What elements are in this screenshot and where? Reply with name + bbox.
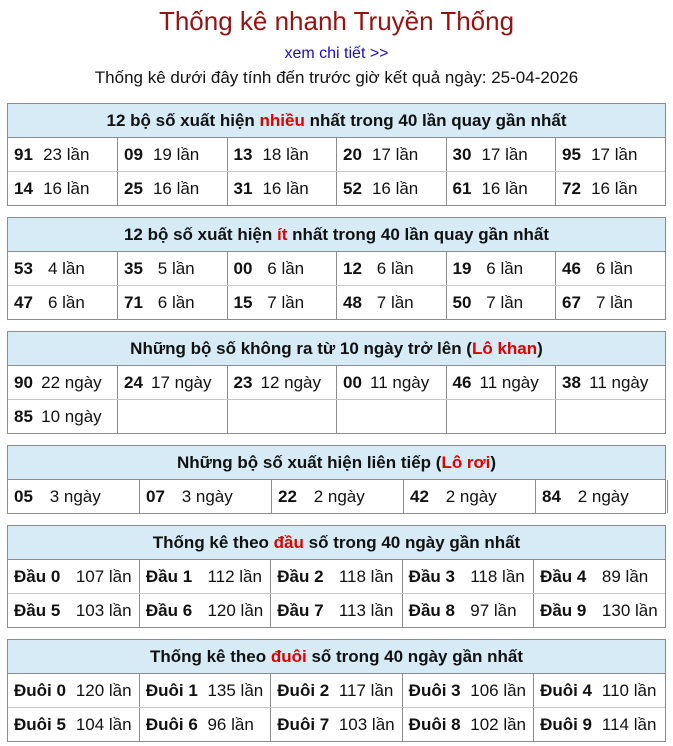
stat-cell — [446, 286, 556, 320]
title-highlight: đầu — [273, 533, 304, 552]
stat-key: Đuôi 8 — [408, 714, 461, 734]
stat-key: Đuôi 3 — [408, 680, 461, 700]
stat-value: 10 ngày — [41, 406, 102, 426]
stat-key: 67 — [562, 292, 581, 312]
stat-cell — [118, 252, 228, 286]
stat-cell — [446, 366, 556, 400]
stat-key: 15 — [233, 292, 253, 312]
stat-key: 22 — [278, 486, 297, 506]
stats-table — [8, 480, 673, 513]
stat-cell — [402, 560, 533, 594]
stat-cell — [8, 138, 118, 172]
stat-value: 118 lần — [470, 566, 525, 586]
stat-key: 61 — [452, 178, 472, 198]
table-row — [8, 480, 673, 513]
stat-cell — [118, 172, 228, 206]
stat-value: 4 lần — [47, 258, 85, 278]
stat-value: 120 lần — [75, 680, 132, 700]
stat-cell — [140, 480, 272, 513]
table-row — [8, 138, 665, 172]
stat-value: 118 lần — [338, 566, 394, 586]
stat-key: 72 — [562, 178, 581, 198]
stat-value: 16 lần — [262, 178, 309, 198]
stat-key: Đầu 1 — [145, 566, 193, 586]
stat-key: 84 — [542, 486, 561, 506]
stat-cell — [337, 172, 447, 206]
stat-value: 16 lần — [43, 178, 90, 198]
stat-value: 16 lần — [152, 178, 200, 198]
title-text: ) — [537, 339, 543, 358]
stat-cell — [8, 252, 118, 286]
stat-value: 17 lần — [591, 144, 638, 164]
stat-value: 6 lần — [267, 258, 305, 278]
stat-key: 13 — [233, 144, 253, 164]
stat-cell — [337, 366, 447, 400]
stat-cell — [118, 366, 228, 400]
stat-value: 110 lần — [601, 680, 657, 700]
stat-cell — [536, 480, 668, 513]
table-row — [8, 708, 665, 742]
title-highlight: Lô rơi — [441, 453, 491, 472]
stat-value: 11 ngày — [370, 372, 430, 392]
stat-cell — [8, 674, 139, 708]
stat-key: 00 — [343, 372, 362, 392]
stat-key: 05 — [14, 486, 33, 506]
stat-value: 114 lần — [601, 714, 657, 734]
stat-key: 52 — [343, 178, 362, 198]
stat-cell — [139, 708, 270, 742]
stat-key: Đầu 6 — [145, 600, 193, 620]
stat-cell — [337, 400, 447, 434]
stat-key: Đuôi 1 — [145, 680, 198, 700]
stat-key: 14 — [14, 178, 33, 198]
stat-key: 09 — [124, 144, 143, 164]
table-row — [8, 594, 665, 628]
title-text: số trong 40 ngày gần nhất — [306, 647, 524, 666]
table-row — [8, 252, 665, 286]
stats-table — [8, 252, 665, 319]
stat-value: 7 lần — [595, 292, 633, 312]
stat-cell — [118, 138, 228, 172]
title-text: 12 bộ số xuất hiện — [106, 111, 260, 130]
stat-cell — [8, 480, 140, 513]
table-row — [8, 366, 665, 400]
stat-key: 24 — [124, 372, 143, 392]
stat-value: 102 lần — [470, 714, 527, 734]
stat-value: 7 lần — [376, 292, 414, 312]
title-text: số trong 40 ngày gần nhất — [303, 533, 521, 552]
stat-value: 23 lần — [43, 144, 90, 164]
stat-cell — [556, 252, 666, 286]
stat-cell — [227, 252, 337, 286]
table-row — [8, 172, 665, 206]
stat-key: 95 — [562, 144, 581, 164]
stat-cell — [402, 594, 533, 628]
section-title — [8, 640, 665, 674]
stat-key: 48 — [343, 292, 362, 312]
stat-cell — [8, 594, 139, 628]
stat-key: 23 — [233, 372, 253, 392]
stat-cell — [337, 252, 447, 286]
stat-cell — [8, 560, 139, 594]
stat-cell — [8, 708, 139, 742]
stat-cell — [227, 400, 337, 434]
stat-cell — [227, 138, 337, 172]
table-row — [8, 286, 665, 320]
title-text: Những bộ số xuất hiện liên tiếp ( — [176, 453, 442, 472]
title-text: Những bộ số không ra từ 10 ngày trở lên ( — [130, 339, 472, 358]
stat-key: Đầu 3 — [408, 566, 455, 586]
stat-cell — [8, 286, 118, 320]
stat-cell — [118, 286, 228, 320]
stat-cell — [139, 674, 270, 708]
page-header — [0, 0, 673, 88]
lo-roi-section — [7, 445, 666, 514]
stat-value: 3 ngày — [49, 486, 101, 506]
table-row — [8, 560, 665, 594]
stat-value: 19 lần — [152, 144, 200, 164]
stat-key: Đuôi 4 — [540, 680, 593, 700]
stat-key: Đuôi 9 — [540, 714, 593, 734]
stat-key: 25 — [124, 178, 143, 198]
stat-value: 2 ngày — [313, 486, 365, 506]
stat-key: 20 — [343, 144, 362, 164]
title-highlight: đuôi — [270, 647, 307, 666]
title-text: Thống kê theo — [152, 533, 274, 552]
stat-value: 120 lần — [207, 600, 264, 620]
stat-key: 91 — [14, 144, 33, 164]
stat-key: Đuôi 7 — [277, 714, 330, 734]
stat-key: Đầu 7 — [277, 600, 324, 620]
stat-value: 130 lần — [601, 600, 658, 620]
stat-cell — [337, 138, 447, 172]
stat-value: 11 ngày — [589, 372, 649, 392]
table-row — [8, 400, 665, 434]
stat-cell — [271, 560, 402, 594]
stat-cell — [227, 366, 337, 400]
stat-cell — [556, 400, 666, 434]
stat-value: 22 ngày — [41, 372, 102, 392]
stat-cell — [227, 172, 337, 206]
stat-value: 6 lần — [595, 258, 633, 278]
lo-khan-section — [7, 331, 666, 434]
stat-key: Đầu 2 — [277, 566, 324, 586]
stat-value: 2 ngày — [445, 486, 497, 506]
stat-value: 2 ngày — [577, 486, 629, 506]
stat-value: 96 lần — [207, 714, 254, 734]
stat-value: 107 lần — [75, 566, 132, 586]
stat-cell — [139, 560, 270, 594]
title-text: Thống kê theo — [149, 647, 271, 666]
section-title — [8, 332, 665, 366]
dau-stats-section — [7, 525, 666, 628]
stat-key: 46 — [452, 372, 472, 392]
stat-cell — [534, 560, 665, 594]
stat-key: 00 — [233, 258, 253, 278]
stat-value: 113 lần — [338, 600, 394, 620]
most-frequent-section — [7, 103, 666, 206]
stat-cell — [271, 674, 402, 708]
stat-cell — [227, 286, 337, 320]
stat-value: 135 lần — [207, 680, 264, 700]
stat-cell — [534, 594, 665, 628]
stat-key: 53 — [14, 258, 33, 278]
detail-link[interactable]: xem chi tiết >> — [284, 45, 389, 62]
stat-cell — [446, 252, 556, 286]
stat-key: Đầu 4 — [540, 566, 587, 586]
least-frequent-section — [7, 217, 666, 320]
stat-cell — [8, 400, 118, 434]
stat-cell — [271, 708, 402, 742]
stat-key: Đuôi 0 — [14, 680, 66, 700]
stat-key: Đầu 9 — [540, 600, 587, 620]
stat-value: 17 lần — [481, 144, 528, 164]
section-title — [8, 446, 665, 480]
title-highlight: ít — [277, 225, 288, 244]
stat-cell — [271, 594, 402, 628]
stat-key: 07 — [146, 486, 165, 506]
page-subtitle: Thống kê dưới đây tính đến trước giờ kết quả ngày: 25-04-2026 — [94, 68, 579, 87]
stat-value: 17 ngày — [151, 372, 212, 392]
stat-value: 6 lần — [376, 258, 414, 278]
stats-table — [8, 674, 665, 741]
stat-key: 19 — [452, 258, 472, 278]
stat-value: 3 ngày — [181, 486, 233, 506]
stat-key: 42 — [410, 486, 429, 506]
stat-cell — [556, 286, 666, 320]
section-title — [8, 104, 665, 138]
stat-key: 50 — [452, 292, 472, 312]
section-title — [8, 526, 665, 560]
stat-value: 12 ngày — [260, 372, 322, 392]
stat-value: 16 lần — [371, 178, 419, 198]
stats-table — [8, 366, 665, 433]
stats-table — [8, 560, 665, 627]
stat-key: 30 — [452, 144, 472, 164]
stat-value: 18 lần — [262, 144, 309, 164]
title-text: 12 bộ số xuất hiện — [123, 225, 277, 244]
stat-key: 90 — [14, 372, 33, 392]
stat-value: 89 lần — [601, 566, 649, 586]
stat-cell — [446, 138, 556, 172]
stat-key: Đầu 0 — [14, 566, 61, 586]
stat-cell — [534, 708, 665, 742]
stat-cell — [8, 366, 118, 400]
stat-key: 47 — [14, 292, 33, 312]
stat-value: 16 lần — [591, 178, 638, 198]
stat-value: 17 lần — [371, 144, 419, 164]
stat-cell — [534, 674, 665, 708]
stat-cell — [272, 480, 404, 513]
stat-cell — [118, 400, 228, 434]
stat-cell — [402, 708, 533, 742]
stat-cell — [404, 480, 536, 513]
title-highlight: nhiều — [259, 111, 305, 130]
page-title: Thống kê nhanh Truyền Thống — [158, 6, 515, 36]
title-text: nhất trong 40 lần quay gần nhất — [304, 111, 567, 130]
stat-value: 97 lần — [470, 600, 517, 620]
stat-value: 7 lần — [486, 292, 524, 312]
stat-cell — [556, 138, 666, 172]
stats-table — [8, 138, 665, 205]
stat-cell — [402, 674, 533, 708]
stat-value: 117 lần — [338, 680, 394, 700]
stat-key: 71 — [124, 292, 143, 312]
title-highlight: Lô khan — [471, 339, 538, 358]
stat-value: 103 lần — [338, 714, 395, 734]
duoi-stats-section — [7, 639, 666, 742]
stat-value: 7 lần — [267, 292, 305, 312]
table-row — [8, 674, 665, 708]
stat-cell — [337, 286, 447, 320]
title-text: ) — [490, 453, 497, 472]
stat-key: 38 — [562, 372, 581, 392]
stat-cell — [556, 366, 666, 400]
stat-cell — [556, 172, 666, 206]
stat-value: 5 lần — [157, 258, 195, 278]
stat-value: 6 lần — [157, 292, 195, 312]
stat-value: 104 lần — [75, 714, 132, 734]
stat-cell — [446, 172, 556, 206]
stat-key: 46 — [562, 258, 581, 278]
stat-value: 6 lần — [47, 292, 85, 312]
stat-key: 35 — [124, 258, 143, 278]
stat-key: Đuôi 2 — [277, 680, 330, 700]
stat-value: 106 lần — [470, 680, 527, 700]
stat-key: 31 — [233, 178, 253, 198]
stat-cell — [446, 400, 556, 434]
stat-key: Đuôi 6 — [145, 714, 198, 734]
empty-cell — [668, 480, 673, 513]
stat-key: Đầu 8 — [408, 600, 455, 620]
title-text: nhất trong 40 lần quay gần nhất — [287, 225, 550, 244]
stat-key: 12 — [343, 258, 362, 278]
stat-key: Đuôi 5 — [14, 714, 66, 734]
stat-cell — [8, 172, 118, 206]
stat-value: 11 ngày — [479, 372, 539, 392]
stat-cell — [139, 594, 270, 628]
stat-value: 112 lần — [207, 566, 262, 586]
stat-value: 103 lần — [75, 600, 132, 620]
stat-value: 6 lần — [486, 258, 524, 278]
stat-key: Đầu 5 — [14, 600, 61, 620]
stat-key: 85 — [14, 406, 33, 426]
section-title — [8, 218, 665, 252]
stat-value: 16 lần — [481, 178, 528, 198]
